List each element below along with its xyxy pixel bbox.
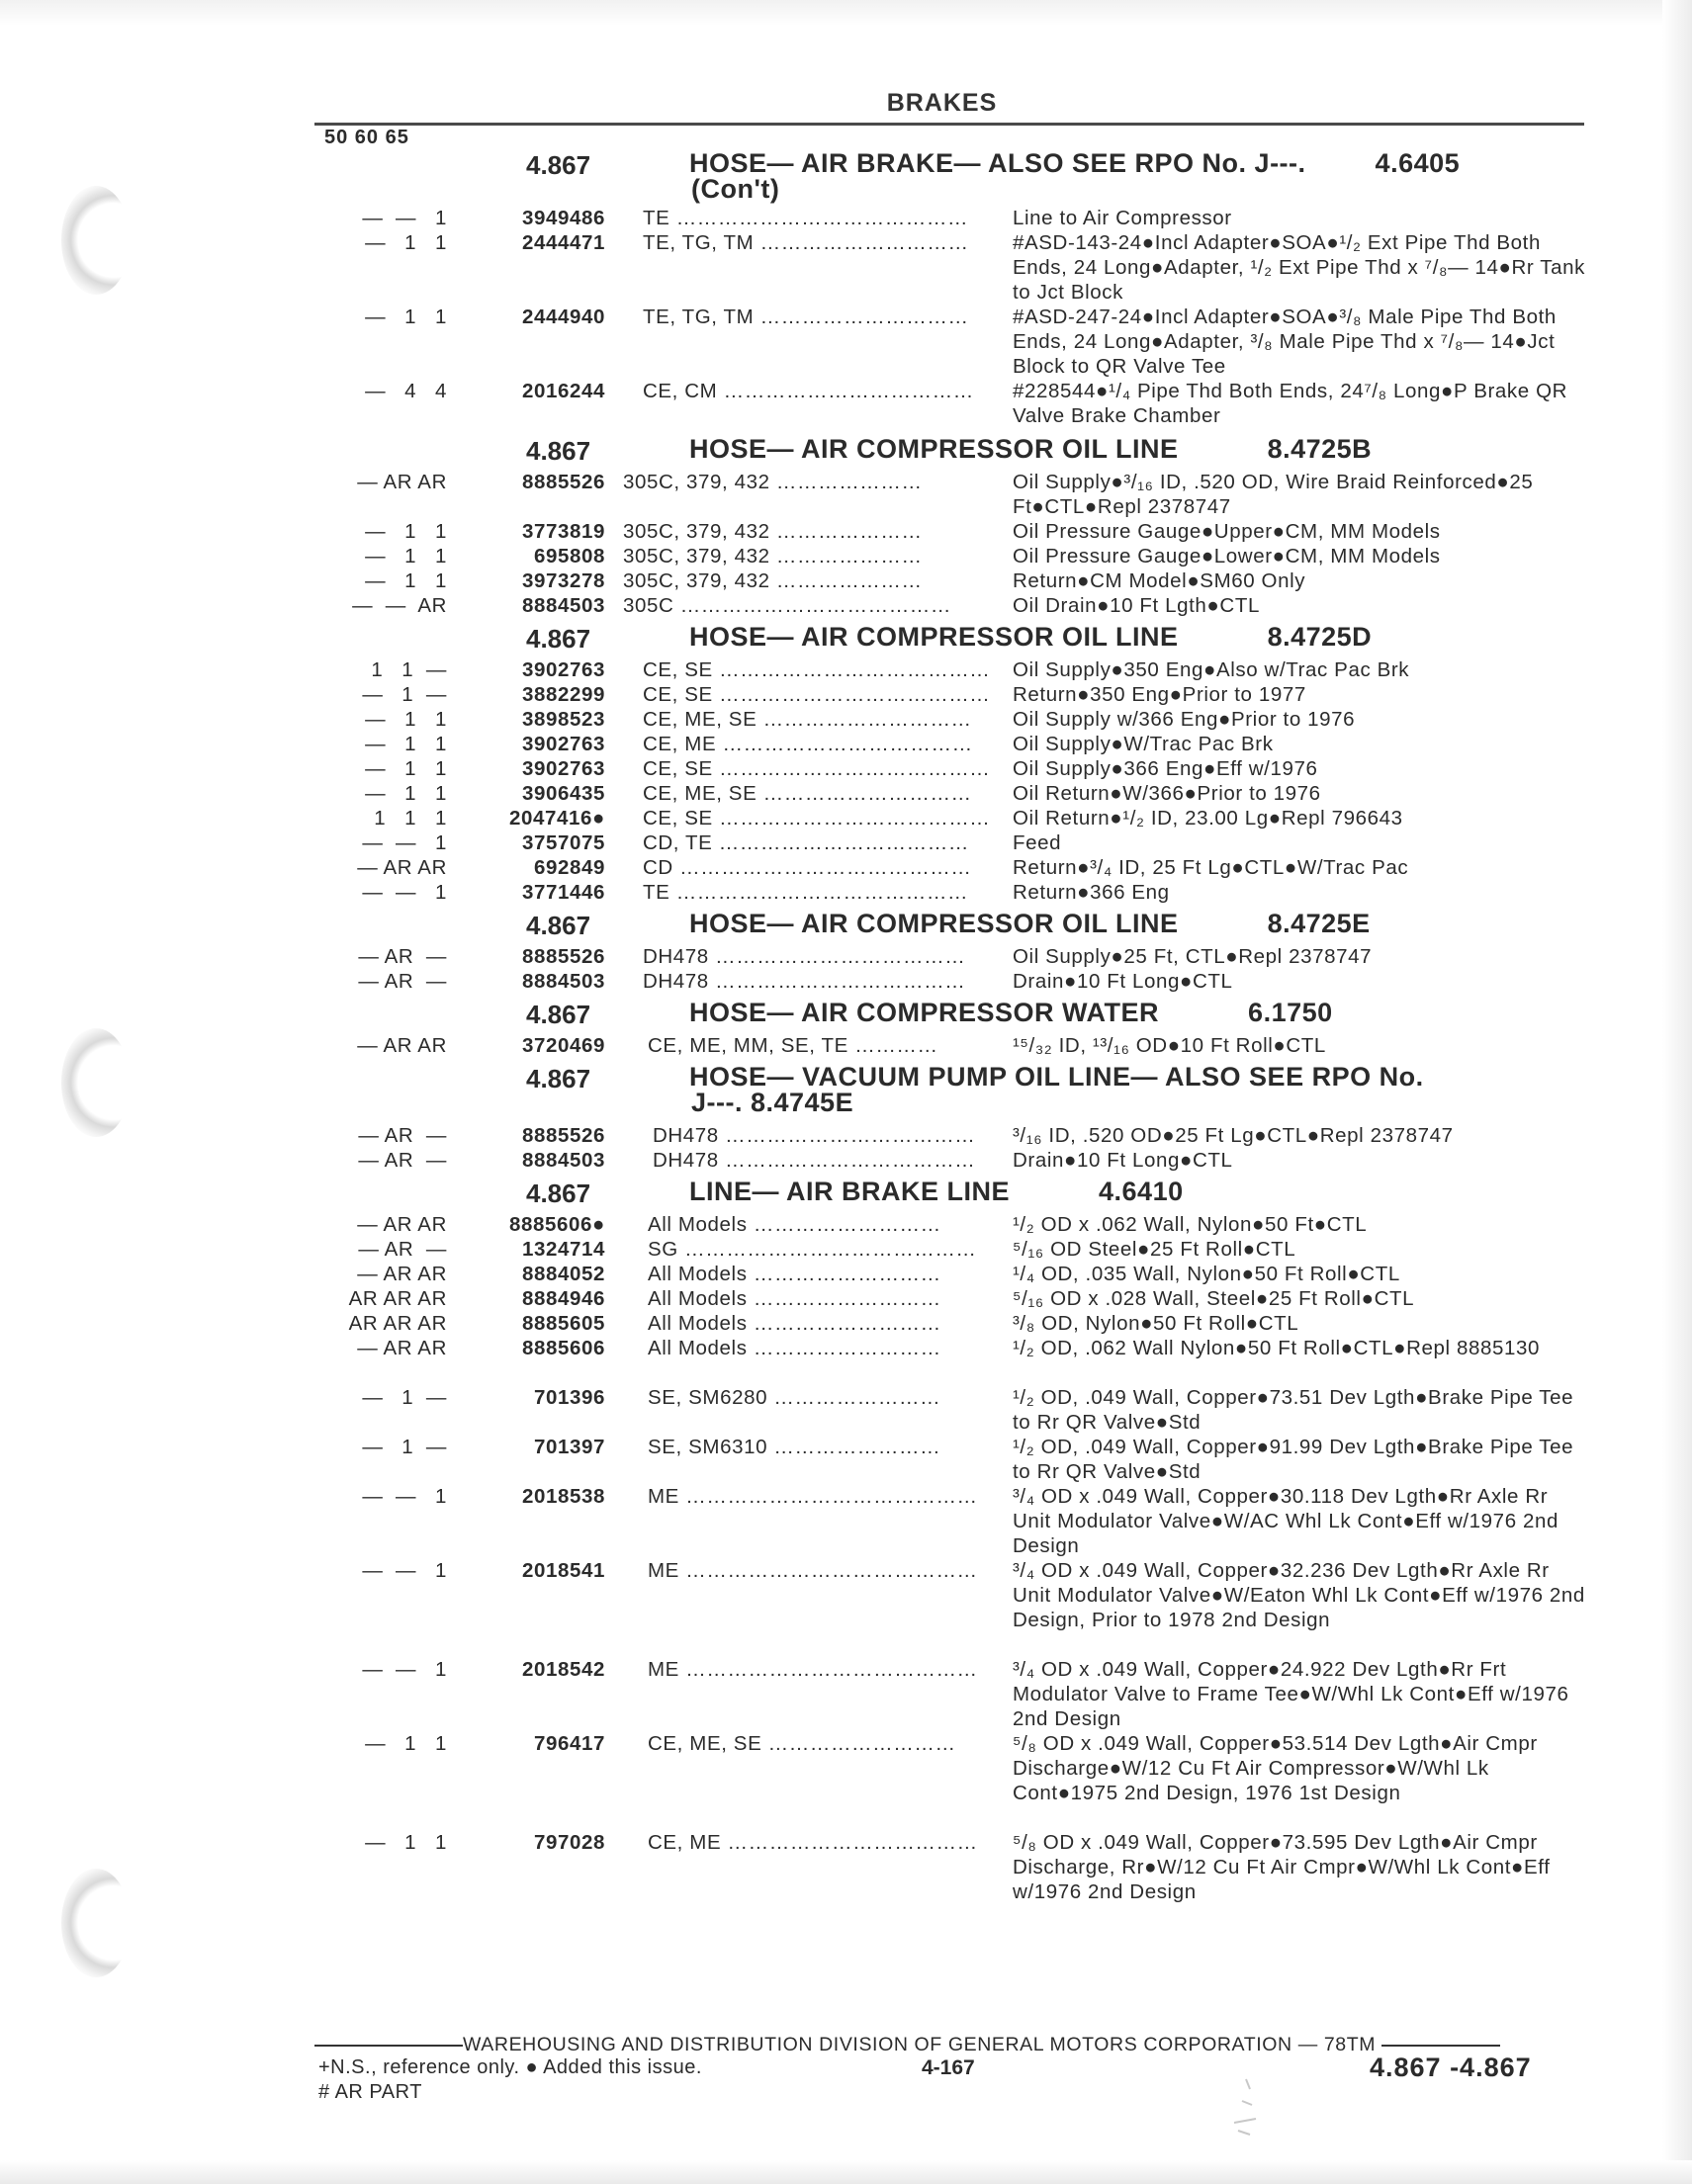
model-applicability: ME …………………………………… <box>648 1658 978 1681</box>
page-title: BRAKES <box>886 89 998 117</box>
part-number: 3773819 <box>521 520 605 543</box>
part-number: 8885606● <box>509 1213 605 1236</box>
part-number: 8885526 <box>521 471 605 493</box>
quantity-by-year: AR AR AR <box>348 1312 447 1335</box>
model-applicability: CE, ME ……………………………… <box>643 733 973 755</box>
part-number: 8884946 <box>521 1287 605 1310</box>
part-description: ⁵/₈ OD x .049 Wall, Copper●73.595 Dev Lgth●Air Cmpr Discharge, Rr●W/12 Cu Ft Air Cmpr●W/Whl Lk Cont●Eff w/1976 2nd Design <box>1013 1831 1551 1903</box>
quantity-by-year: — AR AR <box>357 1213 447 1236</box>
part-number: 2016244 <box>521 380 605 402</box>
part-number: 3902763 <box>521 733 605 755</box>
part-number: 8884503 <box>521 970 605 993</box>
quantity-by-year: 1 1 1 <box>374 807 447 830</box>
section-spacer <box>0 1904 1692 1910</box>
model-applicability: CE, SE ………………………………… <box>643 683 991 706</box>
part-description: ¹⁵/₃₂ ID, ¹³/₁₆ OD●10 Ft Roll●CTL <box>1013 1034 1326 1057</box>
part-description: Oil Pressure Gauge●Lower●CM, MM Models <box>1013 545 1441 568</box>
quantity-by-year: — 1 1 <box>365 782 447 805</box>
part-description: ⁵/₁₆ OD x .028 Wall, Steel●25 Ft Roll●CTL <box>1013 1287 1415 1310</box>
part-number: 8884052 <box>521 1263 605 1285</box>
part-description: ³/₁₆ ID, .520 OD●25 Ft Lg●CTL●Repl 2378747 <box>1013 1124 1454 1147</box>
part-number: 2018538 <box>521 1485 605 1508</box>
section-title: LINE— AIR BRAKE LINE <box>689 1177 1011 1206</box>
part-description: Oil Return●¹/₂ ID, 23.00 Lg●Repl 796643 <box>1013 807 1403 830</box>
part-row <box>0 682 1692 707</box>
model-applicability: SE, SM6280 …………………… <box>648 1386 941 1409</box>
part-row <box>0 544 1692 568</box>
model-applicability: CE, ME, SE ………………………… <box>643 782 972 805</box>
part-row <box>0 230 1692 305</box>
part-row <box>0 1212 1692 1237</box>
part-description: ⁵/₁₆ OD Steel●25 Ft Roll●CTL <box>1013 1238 1296 1261</box>
part-description: #228544●¹/₄ Pipe Thd Both Ends, 24⁷/₈ Long●P Brake QR Valve Brake Chamber <box>1013 380 1568 427</box>
part-row <box>0 1148 1692 1173</box>
part-row <box>0 305 1692 379</box>
section-title-block <box>689 1064 1569 1115</box>
model-applicability: CE, ME ……………………………… <box>648 1831 978 1854</box>
part-row <box>0 1435 1692 1484</box>
part-row <box>0 470 1692 519</box>
part-row <box>0 781 1692 806</box>
part-description: Oil Supply●25 Ft, CTL●Repl 2378747 <box>1013 945 1373 968</box>
part-number: 692849 <box>533 856 605 879</box>
section-code: 8.4725D <box>1267 622 1373 652</box>
part-number: 3771446 <box>521 881 605 904</box>
model-applicability: SG …………………………………… <box>648 1238 977 1261</box>
model-applicability: CE, CM ……………………………… <box>643 380 974 402</box>
model-applicability: TE …………………………………… <box>643 207 969 229</box>
part-row <box>0 657 1692 682</box>
model-applicability: CE, ME, SE ……………………… <box>648 1732 956 1755</box>
part-description: #ASD-143-24●Incl Adapter●SOA●¹/₂ Ext Pipe Thd Both Ends, 24 Long●Adapter, ¹/₂ Ext Pipe Thd x ⁷/₈— 14●Rr Tank to Jct Block <box>1013 231 1585 304</box>
part-description: ¹/₂ OD, .049 Wall, Copper●91.99 Dev Lgth●Brake Pipe Tee to Rr QR Valve●Std <box>1013 1436 1574 1483</box>
model-applicability: 305C, 379, 432 ………………… <box>623 471 923 493</box>
section-title: HOSE— AIR COMPRESSOR WATER <box>689 998 1160 1027</box>
quantity-by-year: AR AR AR <box>348 1287 447 1310</box>
model-applicability: All Models ……………………… <box>648 1312 941 1335</box>
part-number: 2018542 <box>521 1658 605 1681</box>
quantity-by-year: — AR — <box>358 1124 447 1147</box>
part-number: 2444471 <box>521 231 605 254</box>
model-applicability: 305C, 379, 432 ………………… <box>623 569 923 592</box>
part-description: ¹/₂ OD x .062 Wall, Nylon●50 Ft●CTL <box>1013 1213 1368 1236</box>
quantity-by-year: — — 1 <box>362 1658 447 1681</box>
quantity-by-year: — 1 — <box>362 683 447 706</box>
section-code: 6.1750 <box>1248 998 1333 1027</box>
part-description: ³/₄ OD x .049 Wall, Copper●30.118 Dev Lgth●Rr Axle Rr Unit Modulator Valve●W/AC Whl Lk Cont●Eff w/1976 2nd Design <box>1013 1485 1558 1557</box>
part-description: Oil Supply●W/Trac Pac Brk <box>1013 733 1274 755</box>
section-code: 4.6405 <box>1375 148 1461 178</box>
part-description: ³/₄ OD x .049 Wall, Copper●32.236 Dev Lgth●Rr Axle Rr Unit Modulator Valve●W/Eaton Whl Lk Cont●Eff w/1976 2nd Design, Prior to 1978 2nd Design <box>1013 1559 1585 1631</box>
quantity-by-year: — — 1 <box>362 831 447 854</box>
page-number: 4-167 <box>922 2056 975 2079</box>
model-applicability: 305C ………………………………… <box>623 594 952 617</box>
quantity-by-year: — 1 — <box>362 1386 447 1409</box>
model-applicability: ME …………………………………… <box>648 1485 978 1508</box>
quantity-by-year: — 4 4 <box>365 380 447 402</box>
section-code: 8.4725E <box>1267 909 1371 938</box>
quantity-by-year: — 1 — <box>362 1436 447 1458</box>
quantity-by-year: — 1 1 <box>365 545 447 568</box>
part-number: 3949486 <box>521 207 605 229</box>
part-number: 2444940 <box>521 306 605 328</box>
model-applicability: 305C, 379, 432 ………………… <box>623 545 923 568</box>
quantity-by-year: — AR AR <box>357 1034 447 1057</box>
footer-division-text: WAREHOUSING AND DISTRIBUTION DIVISION OF GENERAL MOTORS CORPORATION — 78TM <box>463 2034 1377 2055</box>
part-row <box>0 944 1692 969</box>
part-row <box>0 969 1692 994</box>
part-number: 8885606 <box>521 1337 605 1359</box>
quantity-by-year: — AR — <box>358 970 447 993</box>
part-number: 695808 <box>533 545 605 568</box>
quantity-by-year: — 1 1 <box>365 708 447 731</box>
part-row <box>0 732 1692 756</box>
quantity-by-year: — 1 1 <box>365 306 447 328</box>
part-row <box>0 1385 1692 1435</box>
part-row <box>0 855 1692 880</box>
part-number: 8884503 <box>521 1149 605 1172</box>
part-number: 8885605 <box>521 1312 605 1335</box>
section-title: HOSE— AIR COMPRESSOR OIL LINE <box>689 909 1179 938</box>
page-range: 4.867 -4.867 <box>1370 2053 1532 2082</box>
part-number: 3757075 <box>521 831 605 854</box>
section-title-continued: (Con't) <box>691 174 780 204</box>
scan-smudge <box>1216 2071 1276 2140</box>
part-row <box>0 1286 1692 1311</box>
part-number: 1324714 <box>521 1238 605 1261</box>
part-number: 3902763 <box>521 658 605 681</box>
part-row <box>0 1262 1692 1286</box>
model-applicability: CE, SE ………………………………… <box>643 658 991 681</box>
section-header <box>0 911 1692 944</box>
part-row <box>0 1336 1692 1385</box>
quantity-by-year: — AR AR <box>357 856 447 879</box>
model-applicability: DH478 ……………………………… <box>643 970 966 993</box>
section-header <box>0 1064 1692 1123</box>
model-applicability: TE, TG, TM ………………………… <box>643 231 969 254</box>
model-applicability: CE, ME, SE ………………………… <box>643 708 972 731</box>
part-description: Oil Supply●³/₁₆ ID, .520 OD, Wire Braid Reinforced●25 Ft●CTL●Repl 2378747 <box>1013 471 1534 518</box>
quantity-by-year: — — 1 <box>362 1485 447 1508</box>
part-row <box>0 880 1692 905</box>
quantity-by-year: — 1 1 <box>365 1831 447 1854</box>
part-number: 3906435 <box>521 782 605 805</box>
model-applicability: All Models ……………………… <box>648 1263 941 1285</box>
part-description: Return●CM Model●SM60 Only <box>1013 569 1306 592</box>
part-row <box>0 1830 1692 1904</box>
quantity-by-year: — — AR <box>352 594 447 617</box>
part-description: ¹/₄ OD, .035 Wall, Nylon●50 Ft Roll●CTL <box>1013 1263 1400 1285</box>
part-row <box>0 707 1692 732</box>
part-number: 796417 <box>533 1732 605 1755</box>
title-rule <box>314 123 1584 126</box>
quantity-by-year: — AR AR <box>357 1263 447 1285</box>
section-title: HOSE— AIR COMPRESSOR OIL LINE <box>689 622 1179 652</box>
scan-edge-bottom <box>0 2160 1692 2184</box>
part-row <box>0 806 1692 830</box>
section-title-block <box>689 911 1569 936</box>
part-row <box>0 1237 1692 1262</box>
footnote-ar-part: # AR PART <box>318 2081 422 2103</box>
model-applicability: SE, SM6310 …………………… <box>648 1436 941 1458</box>
section-title-continued: J---. 8.4745E <box>691 1088 854 1117</box>
model-applicability: TE …………………………………… <box>643 881 969 904</box>
quantity-by-year: — AR AR <box>357 1337 447 1359</box>
quantity-by-year: — AR — <box>358 1238 447 1261</box>
model-applicability: TE, TG, TM ………………………… <box>643 306 969 328</box>
part-number: 701396 <box>533 1386 605 1409</box>
quantity-by-year: — 1 1 <box>365 569 447 592</box>
model-applicability: 305C, 379, 432 ………………… <box>623 520 923 543</box>
year-columns-header: 50 60 65 <box>324 127 409 148</box>
group-number: 4.867 <box>526 1000 591 1029</box>
section-code: 4.6410 <box>1099 1177 1184 1206</box>
part-number: 3973278 <box>521 569 605 592</box>
model-applicability: DH478 ……………………………… <box>653 1149 976 1172</box>
footer-rule-left <box>314 2045 463 2047</box>
quantity-by-year: — 1 1 <box>365 1732 447 1755</box>
group-number: 4.867 <box>526 911 591 940</box>
part-description: Oil Supply w/366 Eng●Prior to 1976 <box>1013 708 1356 731</box>
model-applicability: CE, ME, MM, SE, TE ………… <box>648 1034 938 1057</box>
quantity-by-year: — AR — <box>358 1149 447 1172</box>
scan-edge-top <box>0 0 1692 26</box>
section-header <box>0 1179 1692 1212</box>
part-row <box>0 1033 1692 1058</box>
section-title-block <box>689 436 1569 462</box>
part-number: 3902763 <box>521 757 605 780</box>
model-applicability: DH478 ……………………………… <box>653 1124 976 1147</box>
model-applicability: All Models ……………………… <box>648 1213 941 1236</box>
part-row <box>0 830 1692 855</box>
part-description: ¹/₂ OD, .062 Wall Nylon●50 Ft Roll●CTL●Repl 8885130 <box>1013 1337 1540 1359</box>
part-description: Return●366 Eng <box>1013 881 1170 904</box>
footnote-legend: +N.S., reference only. ● Added this issue. <box>318 2056 702 2078</box>
part-description: Oil Supply●366 Eng●Eff w/1976 <box>1013 757 1318 780</box>
section-title-block <box>689 150 1569 202</box>
part-description: Return●350 Eng●Prior to 1977 <box>1013 683 1306 706</box>
group-number: 4.867 <box>526 150 591 180</box>
part-row <box>0 756 1692 781</box>
part-number: 701397 <box>533 1436 605 1458</box>
part-description: #ASD-247-24●Incl Adapter●SOA●³/₈ Male Pipe Thd Both Ends, 24 Long●Adapter, ³/₈ Male Pipe Thd x ⁷/₈— 14●Jct Block to QR Valve Tee <box>1013 306 1557 378</box>
section-header <box>0 150 1692 206</box>
part-number: 8885526 <box>521 1124 605 1147</box>
quantity-by-year: — 1 1 <box>365 733 447 755</box>
model-applicability: CE, SE ………………………………… <box>643 807 991 830</box>
quantity-by-year: — 1 1 <box>365 757 447 780</box>
part-row <box>0 1657 1692 1731</box>
part-number: 2018541 <box>521 1559 605 1582</box>
part-row <box>0 1484 1692 1558</box>
part-row <box>0 1731 1692 1830</box>
quantity-by-year: — — 1 <box>362 1559 447 1582</box>
group-number: 4.867 <box>526 1179 591 1208</box>
model-applicability: CD, TE ……………………………… <box>643 831 969 854</box>
section-title-block <box>689 1179 1569 1204</box>
model-applicability: All Models ……………………… <box>648 1337 941 1359</box>
quantity-by-year: — — 1 <box>362 207 447 229</box>
part-description: Oil Return●W/366●Prior to 1976 <box>1013 782 1321 805</box>
catalog-body <box>0 150 1692 1910</box>
part-description: ¹/₂ OD, .049 Wall, Copper●73.51 Dev Lgth●Brake Pipe Tee to Rr QR Valve●Std <box>1013 1386 1574 1434</box>
group-number: 4.867 <box>526 624 591 654</box>
section-header <box>0 1000 1692 1033</box>
quantity-by-year: 1 1 — <box>371 658 447 681</box>
part-row <box>0 593 1692 618</box>
part-description: Oil Supply●350 Eng●Also w/Trac Pac Brk <box>1013 658 1410 681</box>
model-applicability: ME …………………………………… <box>648 1559 978 1582</box>
group-number: 4.867 <box>526 436 591 466</box>
quantity-by-year: — 1 1 <box>365 520 447 543</box>
quantity-by-year: — — 1 <box>362 881 447 904</box>
section-title: HOSE— VACUUM PUMP OIL LINE— ALSO SEE RPO No. <box>689 1062 1424 1092</box>
footer-rule-right <box>1381 2045 1500 2047</box>
model-applicability: CE, SE ………………………………… <box>643 757 991 780</box>
part-number: 3720469 <box>521 1034 605 1057</box>
part-description: Feed <box>1013 831 1062 854</box>
part-number: 2047416● <box>509 807 605 830</box>
part-number: 8885526 <box>521 945 605 968</box>
quantity-by-year: — 1 1 <box>365 231 447 254</box>
section-code: 8.4725B <box>1267 434 1373 464</box>
section-title-block <box>689 624 1569 650</box>
section-title: HOSE— AIR COMPRESSOR OIL LINE <box>689 434 1179 464</box>
part-description: Oil Drain●10 Ft Lgth●CTL <box>1013 594 1260 617</box>
part-number: 8884503 <box>521 594 605 617</box>
section-header <box>0 624 1692 657</box>
part-description: Drain●10 Ft Long●CTL <box>1013 970 1233 993</box>
part-description: Line to Air Compressor <box>1013 207 1232 229</box>
part-number: 3898523 <box>521 708 605 731</box>
part-row <box>0 206 1692 230</box>
part-number: 3882299 <box>521 683 605 706</box>
part-description: ⁵/₈ OD x .049 Wall, Copper●53.514 Dev Lgth●Air Cmpr Discharge●W/12 Cu Ft Air Compressor●W/Whl Lk Cont●1975 2nd Design, 1976 1st Design <box>1013 1732 1538 1804</box>
part-row <box>0 1311 1692 1336</box>
quantity-by-year: — AR AR <box>357 471 447 493</box>
part-number: 797028 <box>533 1831 605 1854</box>
section-title-block <box>689 1000 1569 1025</box>
part-row <box>0 1558 1692 1657</box>
section-title: HOSE— AIR BRAKE— ALSO SEE RPO No. J---. <box>689 148 1306 178</box>
part-row <box>0 1123 1692 1148</box>
part-description: Oil Pressure Gauge●Upper●CM, MM Models <box>1013 520 1441 543</box>
quantity-by-year: — AR — <box>358 945 447 968</box>
part-row <box>0 568 1692 593</box>
part-description: ³/₈ OD, Nylon●50 Ft Roll●CTL <box>1013 1312 1299 1335</box>
model-applicability: CD …………………………………… <box>643 856 972 879</box>
model-applicability: DH478 ……………………………… <box>643 945 966 968</box>
part-description: ³/₄ OD x .049 Wall, Copper●24.922 Dev Lgth●Rr Frt Modulator Valve to Frame Tee●W/Whl Lk Cont●Eff w/1976 2nd Design <box>1013 1658 1569 1730</box>
section-header <box>0 436 1692 470</box>
group-number: 4.867 <box>526 1064 591 1093</box>
model-applicability: All Models ……………………… <box>648 1287 941 1310</box>
part-row <box>0 379 1692 428</box>
part-description: Drain●10 Ft Long●CTL <box>1013 1149 1233 1172</box>
part-description: Return●³/₄ ID, 25 Ft Lg●CTL●W/Trac Pac <box>1013 856 1409 879</box>
part-row <box>0 519 1692 544</box>
